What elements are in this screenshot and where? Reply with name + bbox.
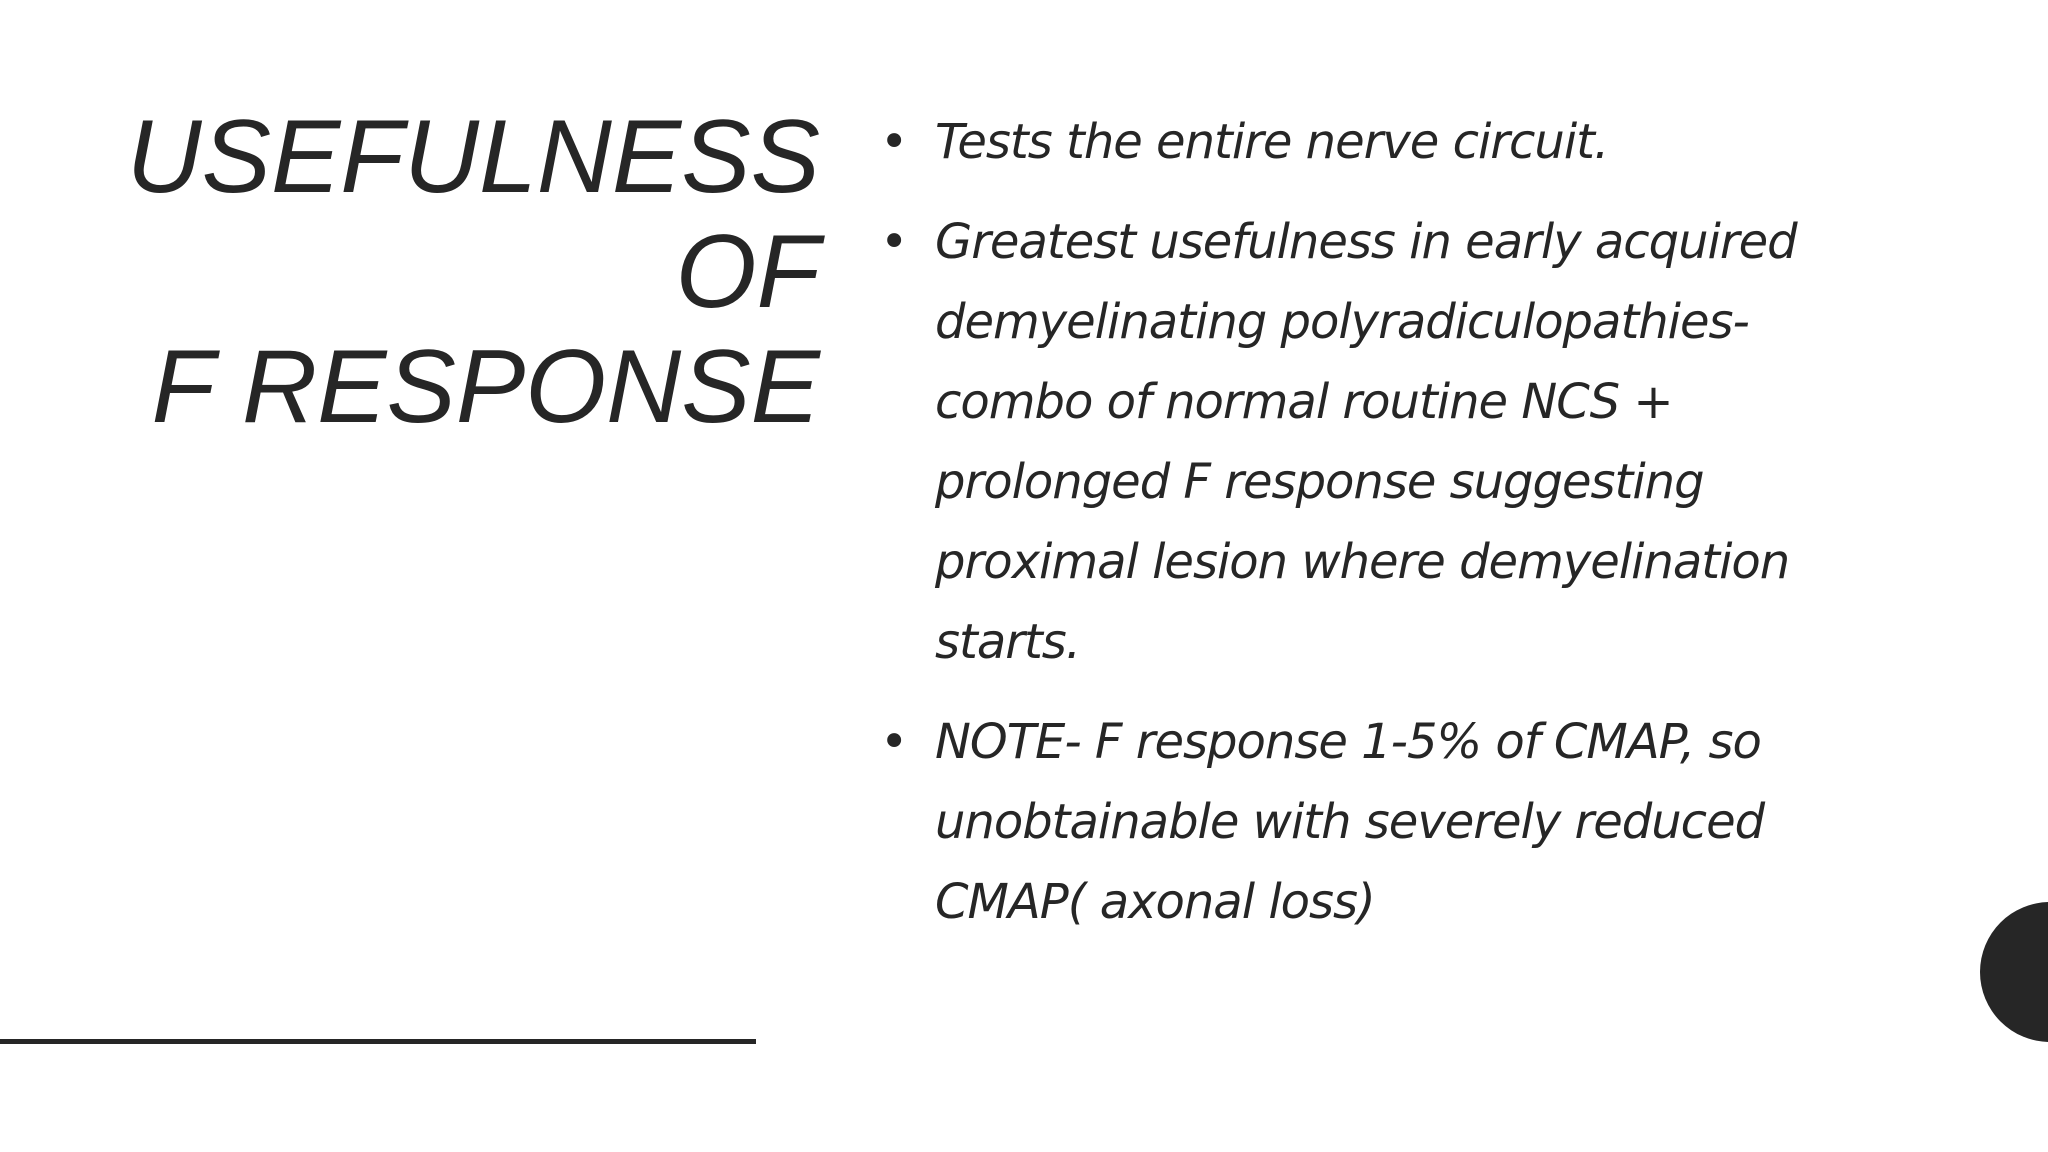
title-line-3: F RESPONSE [151,329,820,445]
bullet-list [880,102,1880,962]
bullet-text: Tests the entire nerve circuit. [935,114,1609,170]
bullet-text: NOTE- F response 1-5% of CMAP, so unobtainable with severely reduced CMAP( axonal loss) [935,714,1765,930]
bullet-dot-icon: • [880,114,908,170]
slide-title [60,100,820,445]
bullet-item [880,102,1880,182]
decorative-divider-line [0,1039,756,1044]
title-line-1: USEFULNESS [126,99,820,215]
bullet-dot-icon: • [880,714,908,770]
bullet-item [880,702,1880,942]
decorative-circle [1980,902,2048,1042]
bullet-item [880,202,1880,682]
bullet-dot-icon: • [880,214,908,270]
bullet-text: Greatest usefulness in early acquired demyelinating polyradiculopathies- combo of normal routine NCS + prolonged F response suggesting proximal lesion where demyelination starts. [935,214,1797,670]
title-line-2: OF [675,214,820,330]
